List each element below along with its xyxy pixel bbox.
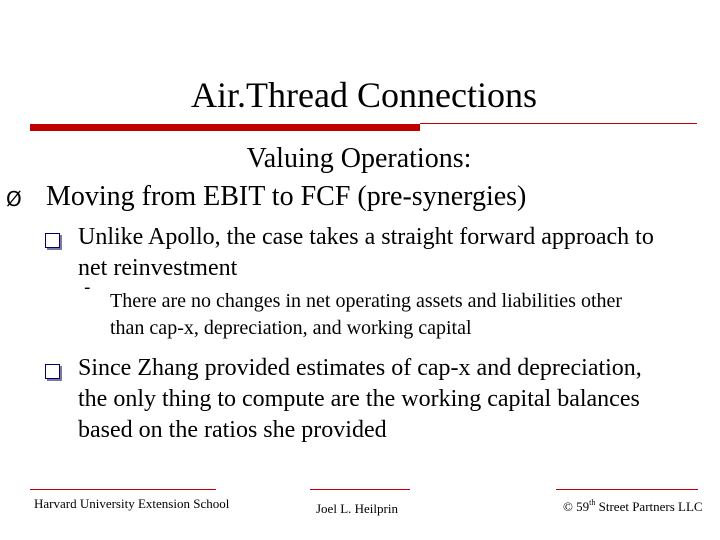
bullet-1-text bbox=[78, 222, 654, 284]
square-bullet-icon bbox=[45, 233, 60, 248]
footer-left: Harvard University Extension School bbox=[34, 496, 230, 511]
footer-right-suffix: Street Partners LLC bbox=[595, 499, 703, 514]
footer-right-rule bbox=[556, 489, 698, 490]
sub-bullet-text bbox=[110, 288, 710, 342]
footer-right-superscript: th bbox=[589, 498, 596, 507]
bullet-2-line-1: Since Zhang provided estimates of cap-x and depreciation, bbox=[78, 355, 642, 381]
bullet-1-line-1: Unlike Apollo, the case takes a straight forward approach to bbox=[78, 224, 654, 250]
level1-bullet-text: Moving from EBIT to FCF (pre-synergies) bbox=[46, 181, 527, 212]
title-underline-thin bbox=[420, 123, 697, 124]
bullet-2-line-3: based on the ratios she provided bbox=[78, 417, 387, 443]
square-bullet-icon bbox=[45, 364, 60, 379]
footer-left-rule bbox=[30, 489, 216, 490]
footer-right-prefix: © 59 bbox=[563, 499, 590, 514]
footer-center-rule bbox=[310, 489, 410, 490]
arrow-bullet-icon: Ø bbox=[6, 187, 22, 211]
sub-bullet-line-1: There are no changes in net operating assets and liabilities other bbox=[110, 290, 623, 312]
footer-center: Joel L. Heilprin bbox=[316, 501, 398, 516]
dash-bullet-icon: - bbox=[84, 277, 91, 298]
bullet-2-line-2: the only thing to compute are the working capital balances bbox=[78, 386, 640, 412]
bullet-2-text bbox=[78, 353, 642, 446]
bullet-1-line-2: net reinvestment bbox=[78, 255, 238, 281]
footer-right bbox=[563, 495, 703, 515]
slide-title: Air.Thread Connections bbox=[191, 75, 537, 115]
title-underline-thick bbox=[30, 124, 420, 131]
sub-bullet-line-2: than cap-x, depreciation, and working capital bbox=[110, 317, 472, 339]
slide-subtitle: Valuing Operations: bbox=[246, 143, 472, 174]
